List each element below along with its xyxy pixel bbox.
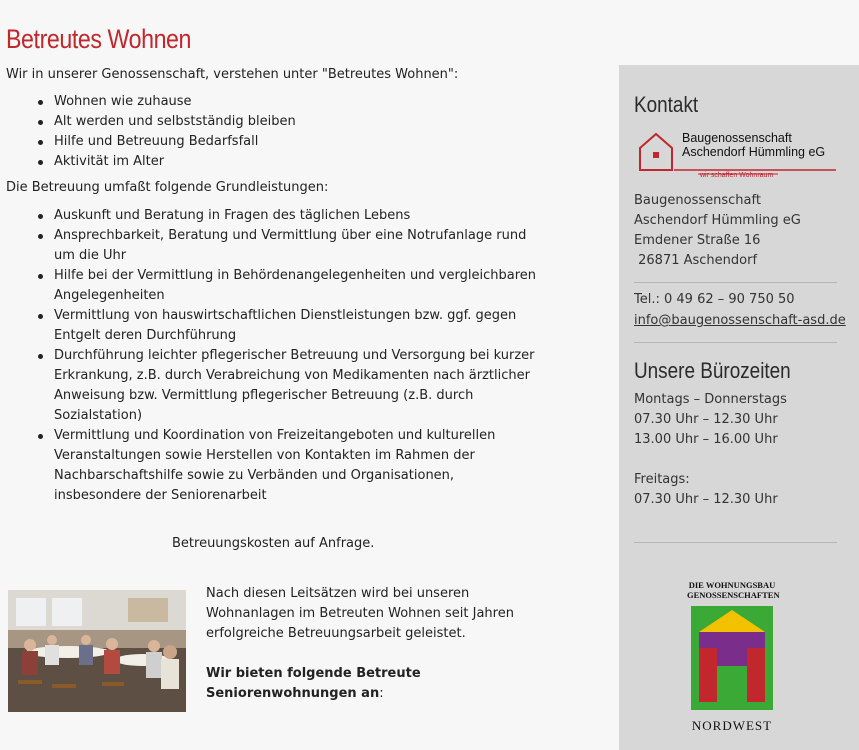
hours-weekdays (634, 390, 849, 450)
services-intro: Die Betreuung umfaßt folgende Grundleistungen: (6, 180, 329, 195)
list-item: Ansprechbarkeit, Beratung und Vermittlung über eine Notrufanlage rund um die Uhr (34, 226, 544, 266)
hours-line: 07.30 Uhr – 12.30 Uhr (634, 412, 778, 427)
email-link[interactable]: info@baugenossenschaft-asd.de (634, 313, 846, 328)
intro-text: Wir in unserer Genossenschaft, verstehen unter "Betreutes Wohnen": (6, 67, 459, 82)
hours-line: 13.00 Uhr – 16.00 Uhr (634, 432, 778, 447)
offer-label: Wir bieten folgende Betreute Seniorenwohnungen an (206, 666, 421, 701)
hours-line: Montags – Donnerstags (634, 392, 787, 407)
list-item: Alt werden und selbstständig bleiben (34, 112, 544, 132)
list-item: Hilfe bei der Vermittlung in Behördenangelegenheiten und vergleichbaren Angelegenheiten (34, 266, 544, 306)
logo-line1: Baugenossenschaft (682, 131, 792, 145)
list-item: Aktivität im Alter (34, 152, 544, 172)
address-line: Baugenossenschaft (634, 193, 761, 208)
hours-friday (634, 470, 849, 510)
list-item: Wohnen wie zuhause (34, 92, 544, 112)
contact-heading: Kontakt (634, 92, 699, 117)
sidebar (619, 65, 859, 750)
divider (634, 542, 837, 543)
nordwest-logo[interactable] (687, 580, 780, 733)
divider (634, 342, 837, 343)
photo-caption-text: Nach diesen Leitsätzen wird bei unseren Wohnanlagen im Betreuten Wohnen seit Jahren erfolgreiche Betreuungsarbeit geleistet. (206, 586, 514, 641)
list-item: Vermittlung von hauswirtschaftlichen Dienstleistungen bzw. ggf. gegen Entgelt deren Durchführung (34, 306, 544, 346)
logo-text (682, 131, 825, 159)
seniors-photo (8, 590, 186, 712)
phone-number: Tel.: 0 49 62 – 90 750 50 (634, 292, 795, 307)
building-blocks-icon (687, 604, 777, 716)
address-block (634, 191, 849, 271)
list-item: Hilfe und Betreuung Bedarfsfall (34, 132, 544, 152)
logo-line2: Aschendorf Hümmling eG (682, 145, 826, 159)
address-line: Emdener Straße 16 (634, 233, 761, 248)
office-hours-heading: Unsere Bürozeiten (634, 358, 791, 383)
offer-colon: : (379, 686, 384, 701)
nw-logo-bottom: NORDWEST (691, 718, 773, 733)
divider (634, 282, 837, 283)
nw-logo-top-line: GENOSSENSCHAFTEN (687, 590, 780, 600)
cooperative-logo[interactable] (638, 130, 838, 180)
nw-logo-top (687, 580, 780, 600)
hours-line: Freitags: (634, 472, 690, 487)
hours-line: 07.30 Uhr – 12.30 Uhr (634, 492, 778, 507)
nw-logo-top-line: DIE WOHNUNGSBAU (688, 580, 776, 590)
services-list (34, 206, 544, 506)
address-line: 26871 Aschendorf (634, 253, 758, 268)
page-title: Betreutes Wohnen (6, 24, 192, 54)
list-item: Durchführung leichter pflegerischer Betreuung und Versorgung bei kurzer Erkrankung, z.B. durch Verabreichung von Medikamenten nach ärztlicher Anweisung bzw. Vermittlung pflegerischer Betreuung (z.B. durch Sozialstation) (34, 346, 544, 426)
list-item: Auskunft und Beratung in Fragen des täglichen Lebens (34, 206, 544, 226)
address-line: Aschendorf Hümmling eG (634, 213, 801, 228)
costs-note: Betreuungskosten auf Anfrage. (172, 536, 375, 551)
logo-tagline: wir schaffen Wohnraum (700, 172, 774, 179)
principles-list (34, 92, 544, 172)
offer-text (206, 664, 536, 704)
list-item: Vermittlung und Koordination von Freizeitangeboten und kulturellen Veranstaltungen sowie Herstellen von Kontakten im Rahmen der Nachbarschaftshilfe sowie zu Verbänden und Organisationen, insbesondere der Seniorenarbeit (34, 426, 544, 506)
